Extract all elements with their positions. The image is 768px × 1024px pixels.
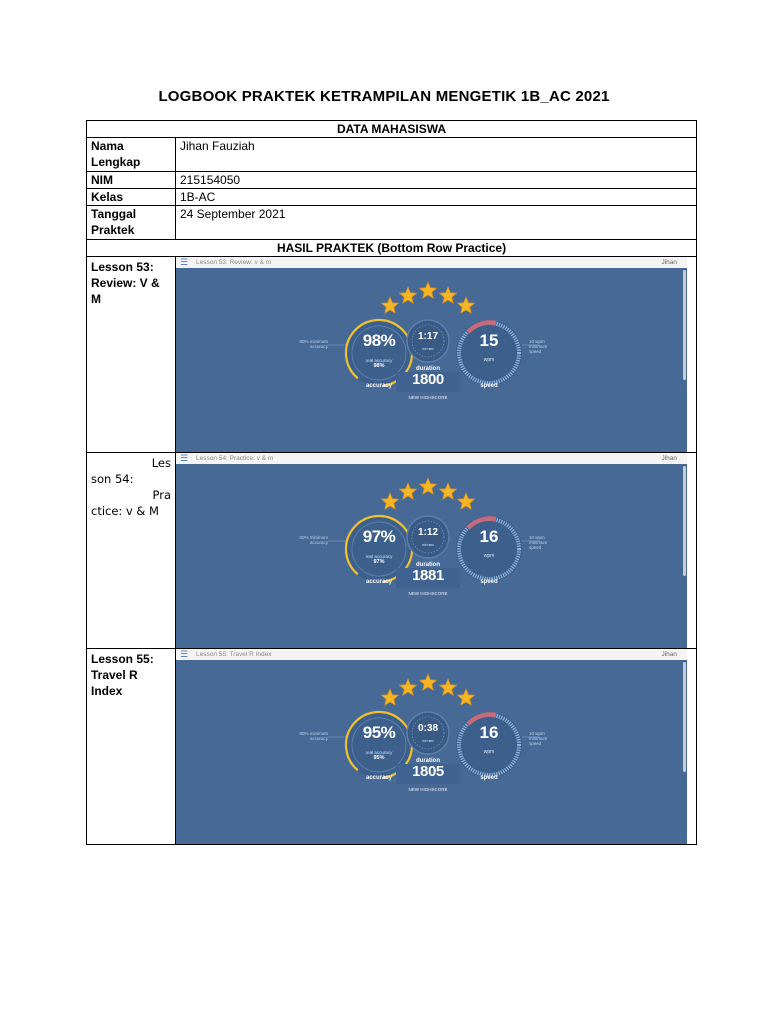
accuracy-value: 95% [362, 723, 396, 742]
lesson-label-line: Pra [152, 488, 171, 502]
duration-unit: min:sec [421, 347, 435, 351]
star-icon [399, 287, 416, 303]
real-accuracy-value: 95% [373, 755, 385, 761]
duration-value: 1:12 [417, 527, 438, 538]
field-label: Kelas [87, 189, 176, 206]
score-label: NEW HIGHSCORE [408, 591, 448, 596]
lesson-screen-title: Lesson 54: Practice: v & m [196, 455, 274, 462]
menu-icon[interactable]: ☰ [180, 649, 189, 659]
accuracy-threshold-label: 80% minimum accuracy [299, 731, 328, 741]
speed-threshold-label: 10 wpm minimum speed [529, 535, 548, 550]
star-icon [399, 483, 416, 499]
lesson-row [87, 649, 697, 845]
accuracy-label: accuracy [365, 775, 393, 781]
duration-value: 1:17 [417, 331, 438, 342]
star-icon [439, 679, 456, 695]
real-accuracy-value: 98% [373, 363, 385, 369]
page-title: LOGBOOK PRAKTEK KETRAMPILAN MENGETIK 1B_AC 2021 [158, 88, 610, 105]
accuracy-threshold-label: 80% minimum accuracy [299, 339, 328, 349]
stars [381, 282, 474, 313]
lesson-row [87, 453, 697, 649]
field-label: Tanggal Praktek [87, 206, 176, 240]
star-icon [419, 282, 436, 298]
speed-unit: wpm [483, 357, 495, 363]
field-value: Jihan Fauziah [176, 138, 697, 172]
student-section-heading: DATA MAHASISWA [87, 121, 697, 138]
field-label: Nama Lengkap [87, 138, 176, 172]
real-accuracy-label: real accuracy [365, 554, 393, 559]
duration-value: 0:38 [417, 723, 438, 734]
speed-value: 15 [479, 331, 499, 350]
student-row-date [87, 206, 697, 240]
speed-unit: wpm [483, 749, 495, 755]
duration-label: duration [416, 366, 440, 372]
user-name[interactable]: Jihan [661, 259, 677, 266]
duration-label: duration [416, 562, 440, 568]
lesson-label-line: ctice: v & M [91, 504, 159, 518]
speed-threshold-label: 10 wpm minimum speed [529, 731, 548, 746]
lesson-label [91, 453, 171, 519]
star-icon [457, 689, 474, 705]
accuracy-label: accuracy [365, 383, 393, 389]
star-icon [381, 493, 398, 509]
score-label: NEW HIGHSCORE [408, 395, 448, 400]
lesson-screen-title: Lesson 55: Travel R Index [196, 651, 272, 658]
duration-unit: min:sec [421, 543, 435, 547]
star-icon [419, 674, 436, 690]
speed-label: speed [480, 383, 498, 389]
star-icon [381, 297, 398, 313]
score-value: 1881 [412, 567, 444, 584]
speed-unit: wpm [483, 553, 495, 559]
logbook-table [86, 120, 697, 845]
practice-section-heading: HASIL PRAKTEK (Bottom Row Practice) [87, 240, 697, 257]
accuracy-threshold-label: 80% minimum accuracy [299, 535, 328, 545]
lesson-row [87, 257, 697, 453]
real-accuracy-value: 97% [373, 559, 385, 565]
speed-threshold-label: 10 wpm minimum speed [529, 339, 548, 354]
field-value: 1B-AC [176, 189, 697, 206]
field-value: 24 September 2021 [176, 206, 697, 240]
star-icon [439, 287, 456, 303]
score-label: NEW HIGHSCORE [408, 787, 448, 792]
user-name[interactable]: Jihan [661, 651, 677, 658]
star-icon [457, 493, 474, 509]
lesson-result-screenshot [176, 257, 687, 452]
stars [381, 478, 474, 509]
star-icon [419, 478, 436, 494]
star-icon [439, 483, 456, 499]
field-label: NIM [87, 172, 176, 189]
star-icon [457, 297, 474, 313]
real-accuracy-label: real accuracy [365, 750, 393, 755]
speed-label: speed [480, 775, 498, 781]
lesson-screen-title: Lesson 53: Review: v & m [196, 259, 272, 266]
menu-icon[interactable]: ☰ [180, 453, 189, 463]
real-accuracy-label: real accuracy [365, 358, 393, 363]
lesson-label-line: Les [151, 456, 171, 470]
duration-label: duration [416, 758, 440, 764]
menu-icon[interactable]: ☰ [180, 257, 189, 267]
speed-value: 16 [479, 527, 499, 546]
student-row-class [87, 189, 697, 206]
duration-unit: min:sec [421, 739, 435, 743]
lesson-label: Lesson 53: Review: V & M [91, 260, 160, 306]
accuracy-label: accuracy [365, 579, 393, 585]
stars [381, 674, 474, 705]
lesson-result-screenshot [176, 649, 687, 844]
user-name[interactable]: Jihan [661, 455, 677, 462]
speed-value: 16 [479, 723, 499, 742]
student-row-name [87, 138, 697, 172]
score-value: 1800 [412, 371, 444, 388]
lesson-label-line: son 54: [91, 472, 134, 486]
lesson-result-screenshot [176, 453, 687, 648]
lesson-label: Lesson 55: Travel R Index [91, 652, 154, 698]
field-value: 215154050 [176, 172, 697, 189]
star-icon [381, 689, 398, 705]
student-row-nim [87, 172, 697, 189]
accuracy-value: 97% [362, 527, 396, 546]
speed-label: speed [480, 579, 498, 585]
accuracy-value: 98% [362, 331, 396, 350]
star-icon [399, 679, 416, 695]
score-value: 1805 [412, 763, 444, 780]
